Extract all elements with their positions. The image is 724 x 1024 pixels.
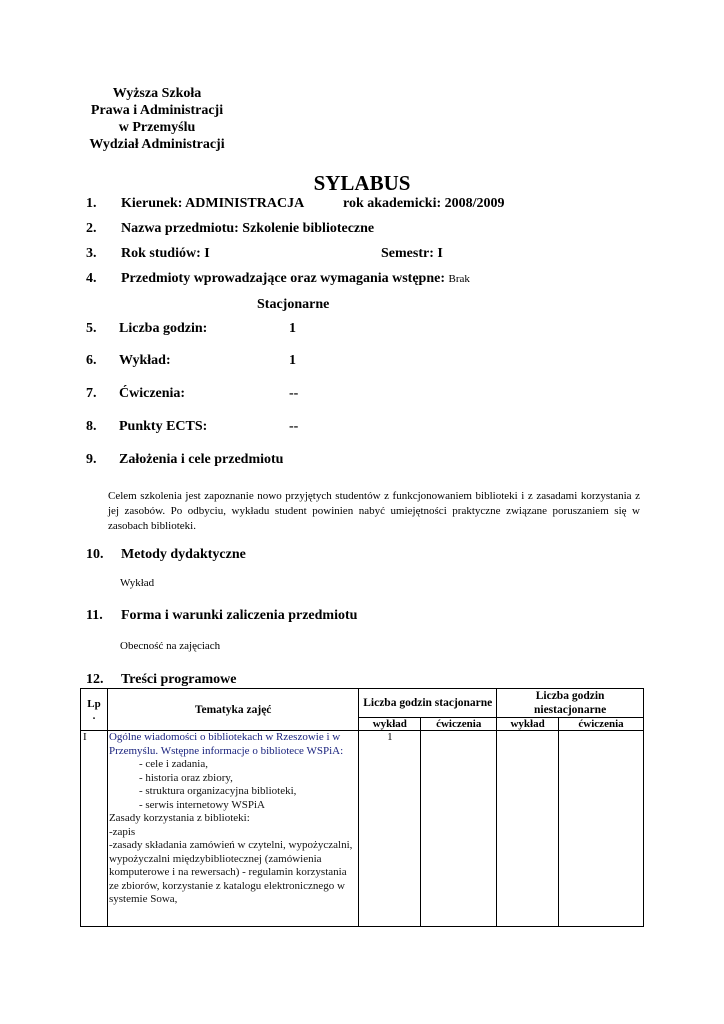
row-niestac-lecture: [497, 731, 559, 927]
rule-item: -zasady składania zamówień w czytelni, wypożyczalni, wypożyczalni międzybibliotecznej (zamówienia komputerowe i na rewersach) - regulamin korzystania ze zbiorów, korzystanie z katalogu elektronicznego w systemie Sowa,: [108, 839, 353, 905]
list-item: - struktura organizacyjna biblioteki,: [139, 785, 357, 799]
rule-item: -zapis: [108, 825, 136, 838]
section-5-number: 5.: [86, 321, 97, 336]
section-7-value: --: [289, 386, 299, 401]
row-stac-lecture: 1: [359, 731, 421, 927]
section-12-number: 12.: [86, 672, 104, 687]
lp-header: [81, 689, 108, 731]
study-mode: Stacjonarne: [257, 297, 330, 312]
lp-header-dot: .: [92, 709, 96, 722]
section-4-label-text: Przedmioty wprowadzające oraz wymagania wstępne:: [121, 271, 446, 286]
stac-exercise-header: ćwiczenia: [421, 718, 497, 731]
section-5-label: Liczba godzin:: [119, 321, 208, 336]
section-11-number: 11.: [86, 608, 103, 623]
section-7-label: Ćwiczenia:: [119, 386, 186, 401]
section-4-label: [121, 271, 470, 287]
section-7-number: 7.: [86, 386, 97, 401]
section-3-number: 3.: [86, 246, 97, 261]
section-6-value: 1: [289, 353, 296, 368]
section-8-value: --: [289, 419, 299, 434]
section-12-label: Treści programowe: [121, 672, 237, 687]
section-5-value: 1: [289, 321, 296, 336]
topic-header: Tematyka zajęć: [107, 689, 358, 731]
section-11-label: Forma i warunki zaliczenia przedmiotu: [121, 608, 358, 623]
section-9-label: Założenia i cele przedmiotu: [119, 452, 284, 467]
nonstationary-hours-header: Liczba godzin niestacjonarne: [497, 689, 644, 718]
academic-year: rok akademicki: 2008/2009: [343, 196, 505, 211]
list-item: - historia oraz zbiory,: [139, 772, 357, 786]
row-topics: [107, 731, 358, 927]
section-8-label: Punkty ECTS:: [119, 419, 208, 434]
faculty-name: Wydział Administracji: [89, 137, 225, 152]
stationary-hours-header: Liczba godzin stacjonarne: [359, 689, 497, 718]
section-10-number: 10.: [86, 547, 104, 562]
section-1-label: Kierunek: ADMINISTRACJA: [121, 196, 305, 211]
section-6-label: Wykład:: [119, 353, 171, 368]
niestac-exercise-header: ćwiczenia: [559, 718, 644, 731]
section-1-number: 1.: [86, 196, 97, 211]
school-name-line-2: Prawa i Administracji: [90, 103, 224, 118]
section-9-text: Celem szkolenia jest zapoznanie nowo przyjętych studentów z funkcjonowaniem biblioteki i z zasadami korzystania z jej zasobów. Po odbyciu, wykładu student powinien nabyć umiejętności praktyczne związane poruszaniem się w zasobach biblioteki.: [108, 490, 640, 532]
section-10-label: Metody dydaktyczne: [121, 547, 246, 562]
row-lp: I: [81, 731, 108, 927]
section-3-label: Rok studiów: I: [121, 246, 210, 261]
section-2-label: Nazwa przedmiotu: Szkolenie biblioteczne: [121, 221, 375, 236]
school-name-line-3: w Przemyślu: [118, 120, 196, 135]
section-2-number: 2.: [86, 221, 97, 236]
school-name-line-1: Wyższa Szkoła: [112, 86, 202, 101]
rules-title: Zasady korzystania z biblioteki:: [108, 812, 250, 824]
section-8-number: 8.: [86, 419, 97, 434]
stac-lecture-header: wykład: [359, 718, 421, 731]
section-11-text: Obecność na zajęciach: [120, 640, 221, 652]
niestac-lecture-header: wykład: [497, 718, 559, 731]
semester: Semestr: I: [381, 246, 443, 261]
program-table: [80, 688, 644, 927]
row-niestac-exercise: [559, 731, 644, 927]
topic-bullets: [109, 758, 357, 812]
list-item: - serwis internetowy WSPiA: [139, 799, 357, 813]
lp-header-text: Lp: [87, 697, 101, 710]
section-9-number: 9.: [86, 452, 97, 467]
table-header-row: [81, 689, 644, 718]
section-4-number: 4.: [86, 271, 97, 286]
row-stac-exercise: [421, 731, 497, 927]
table-row: [81, 731, 644, 927]
section-6-number: 6.: [86, 353, 97, 368]
section-4-value: Brak: [448, 273, 470, 285]
document-title: SYLABUS: [313, 171, 411, 195]
section-10-text: Wykład: [120, 577, 155, 589]
list-item: - cele i zadania,: [139, 758, 357, 772]
topic-intro: Ogólne wiadomości o bibliotekach w Rzeszowie i w Przemyślu. Wstępne informacje o bibliotece WSPiA:: [108, 731, 344, 757]
